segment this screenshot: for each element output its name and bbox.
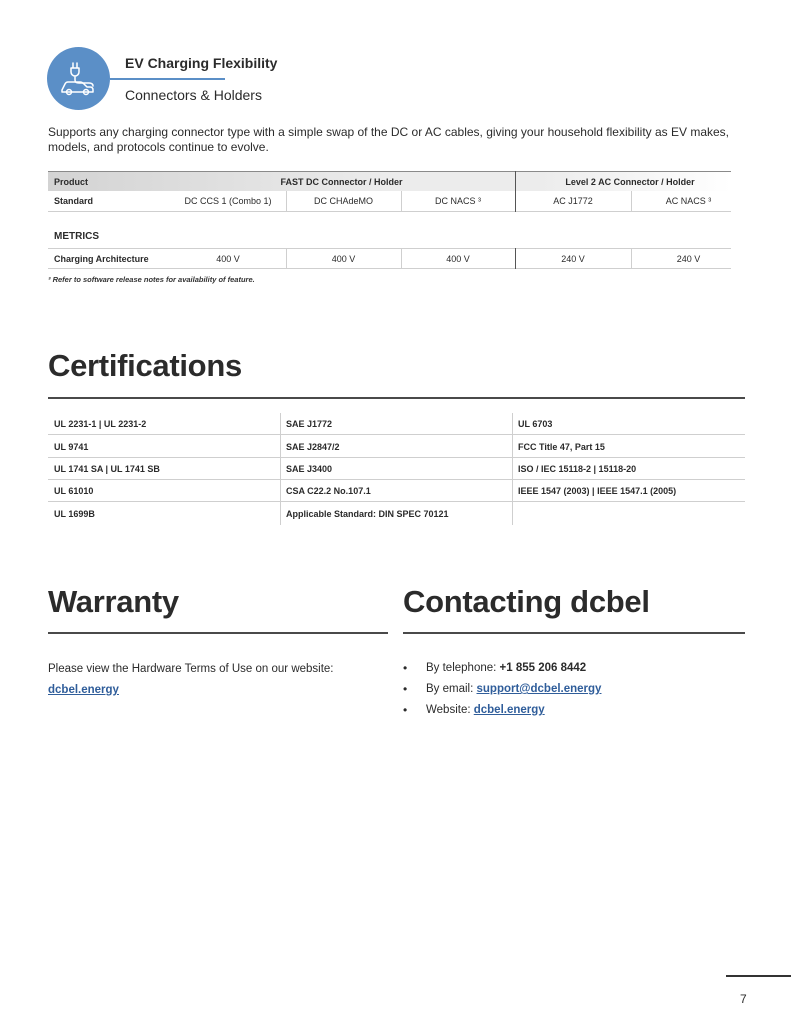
standard-row (48, 191, 731, 212)
column-divider (286, 248, 287, 269)
table-row (48, 413, 745, 435)
cert-cell: UL 61010 (54, 486, 94, 496)
website-link[interactable]: dcbel.energy (473, 704, 545, 716)
cert-cell: UL 1741 SA | UL 1741 SB (54, 464, 160, 474)
cert-cell: CSA C22.2 No.107.1 (286, 486, 371, 496)
architecture-cell: 400 V (216, 253, 240, 264)
column-divider (631, 191, 632, 212)
dc-group-header: FAST DC Connector / Holder (280, 176, 403, 187)
architecture-label: Charging Architecture (54, 253, 149, 264)
website-label: Website: (426, 704, 474, 716)
ac-group-header: Level 2 AC Connector / Holder (565, 176, 695, 187)
certifications-title: Certifications (48, 348, 242, 383)
column-divider (401, 248, 402, 269)
cert-cell: UL 9741 (54, 442, 89, 452)
table-row (48, 480, 745, 502)
page-number: 7 (740, 992, 747, 1006)
phone-number: +1 855 206 8442 (499, 662, 587, 674)
table-row (48, 503, 745, 525)
metrics-row (48, 229, 731, 244)
standard-cell: DC NACS ³ (434, 196, 481, 206)
contact-list (403, 661, 601, 724)
standard-cell: AC J1772 (553, 196, 593, 206)
contact-title: Contacting dcbel (403, 584, 650, 619)
ev-charging-car-icon (59, 59, 99, 99)
cert-cell: FCC Title 47, Part 15 (518, 442, 605, 452)
standard-cell: DC CHAdeMO (313, 196, 373, 206)
cert-cell: UL 6703 (518, 419, 553, 429)
warranty-website-link[interactable]: dcbel.energy (48, 684, 119, 696)
table-row (48, 458, 745, 480)
phone-label: By telephone: (426, 662, 500, 674)
email-label: By email: (426, 683, 477, 695)
column-divider (401, 191, 402, 212)
contact-phone-item (403, 661, 601, 682)
table-row (48, 436, 745, 458)
standard-cell: DC CCS 1 (Combo 1) (184, 196, 272, 206)
column-divider (512, 413, 513, 525)
table-header-row (48, 171, 731, 191)
metrics-label: METRICS (54, 231, 99, 242)
cert-cell: Applicable Standard: DIN SPEC 70121 (286, 509, 449, 519)
header-title: EV Charging Flexibility (125, 55, 278, 71)
contact-website-item (403, 703, 601, 724)
certifications-rule (48, 397, 745, 399)
header-icon-badge (47, 47, 110, 110)
header-divider (110, 78, 225, 80)
table-footnote: ³ Refer to software release notes for availability of feature. (48, 275, 255, 284)
warranty-title: Warranty (48, 584, 179, 619)
cert-cell: IEEE 1547 (2003) | IEEE 1547.1 (2005) (518, 486, 677, 496)
column-divider (286, 191, 287, 212)
architecture-cell: 400 V (446, 253, 470, 264)
architecture-cell: 400 V (331, 253, 356, 264)
architecture-cell: 240 V (561, 253, 585, 264)
cert-cell: SAE J1772 (286, 419, 333, 429)
contact-email-item (403, 682, 601, 703)
cert-cell: UL 2231-1 | UL 2231-2 (54, 419, 147, 429)
cert-cell: UL 1699B (54, 509, 95, 519)
group-divider (515, 171, 516, 212)
standard-cell: AC NACS ³ (665, 196, 712, 206)
email-link[interactable]: support@dcbel.energy (476, 683, 602, 695)
column-divider (631, 248, 632, 269)
architecture-cell: 240 V (676, 253, 701, 264)
warranty-text: Please view the Hardware Terms of Use on our website: (48, 663, 334, 675)
product-header: Product (54, 176, 89, 187)
standard-label: Standard (54, 196, 94, 206)
intro-paragraph: Supports any charging connector type with a simple swap of the DC or AC cables, giving your household flexibility as EV makes, models, and protocols continue to evolve. (48, 125, 730, 154)
cert-cell: ISO / IEC 15118-2 | 15118-20 (518, 464, 637, 474)
cert-cell: SAE J3400 (286, 464, 333, 474)
group-divider (515, 248, 516, 269)
page-number-rule (726, 975, 791, 977)
warranty-rule (48, 632, 388, 634)
architecture-row (48, 248, 731, 269)
header-subtitle: Connectors & Holders (125, 87, 262, 103)
cert-cell: SAE J2847/2 (286, 442, 340, 452)
contact-rule (403, 632, 745, 634)
column-divider (280, 413, 281, 525)
